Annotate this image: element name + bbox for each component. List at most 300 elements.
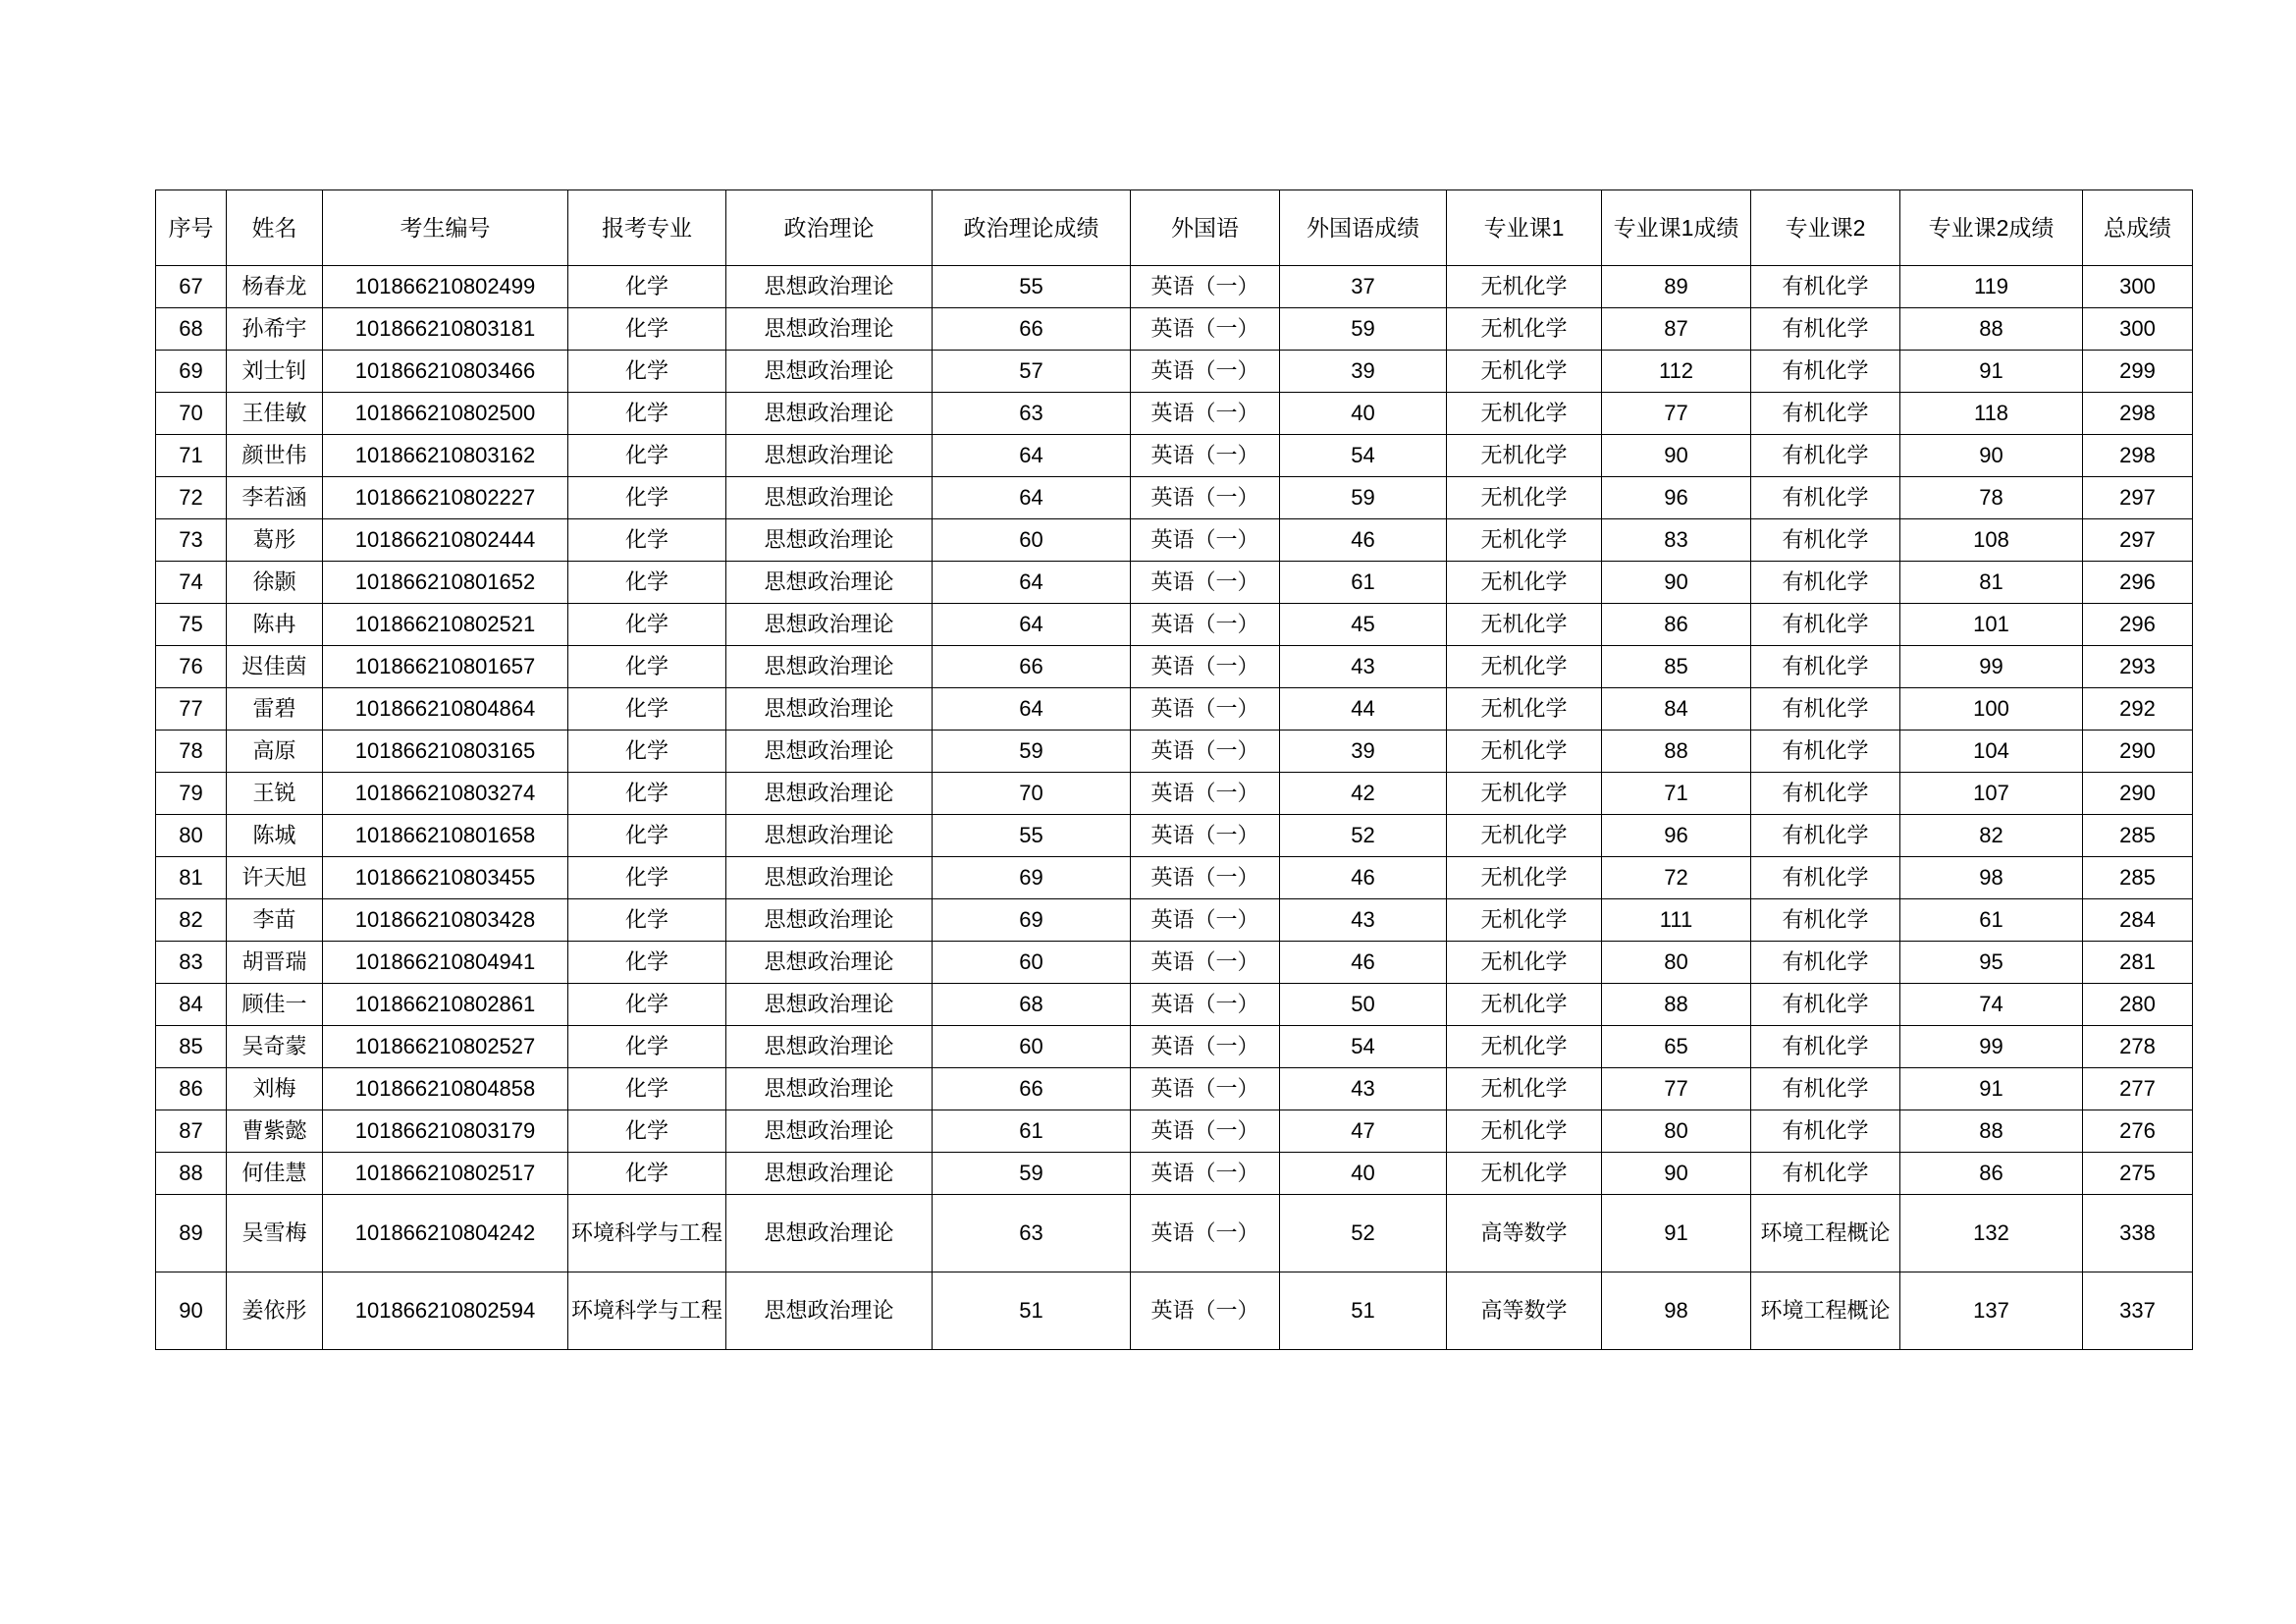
cell-name: 雷碧 [227,688,323,731]
cell-politics-subject: 思想政治理论 [726,1068,933,1110]
cell-politics-subject: 思想政治理论 [726,393,933,435]
cell-politics-score: 66 [933,646,1131,688]
cell-exam-number: 101866210802500 [323,393,568,435]
cell-total-score: 278 [2083,1026,2193,1068]
cell-index: 73 [156,519,227,562]
cell-major-course-2-score: 118 [1900,393,2083,435]
table-row [156,1195,2193,1272]
cell-name: 曹紫懿 [227,1110,323,1153]
cell-politics-score: 63 [933,1195,1131,1272]
cell-major-course-2-score: 100 [1900,688,2083,731]
table-row [156,435,2193,477]
cell-index: 71 [156,435,227,477]
cell-applied-major: 化学 [568,351,726,393]
column-header-major-course-1-score: 专业课1成绩 [1602,190,1751,266]
cell-major-course-2: 有机化学 [1751,899,1900,942]
cell-exam-number: 101866210802527 [323,1026,568,1068]
column-header-major-course-2: 专业课2 [1751,190,1900,266]
cell-total-score: 337 [2083,1272,2193,1350]
cell-total-score: 297 [2083,519,2193,562]
table-row [156,1068,2193,1110]
cell-exam-number: 101866210802444 [323,519,568,562]
table-body [156,266,2193,1350]
cell-major-course-1: 无机化学 [1447,562,1602,604]
cell-major-course-1: 无机化学 [1447,519,1602,562]
cell-politics-subject: 思想政治理论 [726,773,933,815]
table-row [156,266,2193,308]
cell-foreign-language: 英语（一） [1131,899,1280,942]
cell-major-course-1: 无机化学 [1447,1110,1602,1153]
cell-politics-score: 70 [933,773,1131,815]
cell-major-course-1-score: 90 [1602,562,1751,604]
cell-total-score: 280 [2083,984,2193,1026]
table-row [156,308,2193,351]
cell-major-course-2: 有机化学 [1751,688,1900,731]
cell-total-score: 290 [2083,773,2193,815]
table-row [156,1026,2193,1068]
cell-major-course-1-score: 96 [1602,477,1751,519]
cell-politics-subject: 思想政治理论 [726,1026,933,1068]
cell-politics-score: 60 [933,1026,1131,1068]
cell-foreign-language: 英语（一） [1131,815,1280,857]
cell-name: 胡晋瑞 [227,942,323,984]
cell-major-course-1-score: 90 [1602,1153,1751,1195]
cell-major-course-1: 无机化学 [1447,351,1602,393]
cell-major-course-1: 无机化学 [1447,266,1602,308]
cell-applied-major: 化学 [568,562,726,604]
table-row [156,1272,2193,1350]
cell-major-course-2: 有机化学 [1751,942,1900,984]
cell-major-course-1: 无机化学 [1447,435,1602,477]
cell-total-score: 285 [2083,815,2193,857]
cell-name: 许天旭 [227,857,323,899]
column-header-name: 姓名 [227,190,323,266]
cell-major-course-1: 无机化学 [1447,393,1602,435]
cell-politics-score: 51 [933,1272,1131,1350]
cell-name: 徐颢 [227,562,323,604]
cell-politics-subject: 思想政治理论 [726,942,933,984]
cell-major-course-2: 有机化学 [1751,308,1900,351]
cell-name: 陈冉 [227,604,323,646]
cell-total-score: 290 [2083,731,2193,773]
cell-exam-number: 101866210803466 [323,351,568,393]
cell-politics-score: 69 [933,857,1131,899]
cell-total-score: 300 [2083,266,2193,308]
cell-exam-number: 101866210804941 [323,942,568,984]
cell-major-course-1-score: 98 [1602,1272,1751,1350]
cell-exam-number: 101866210803165 [323,731,568,773]
cell-foreign-language-score: 54 [1280,1026,1447,1068]
cell-major-course-1: 无机化学 [1447,646,1602,688]
cell-politics-score: 55 [933,266,1131,308]
cell-applied-major: 环境科学与工程 [568,1272,726,1350]
cell-politics-subject: 思想政治理论 [726,604,933,646]
cell-major-course-1-score: 87 [1602,308,1751,351]
cell-index: 72 [156,477,227,519]
cell-politics-subject: 思想政治理论 [726,646,933,688]
admission-score-table [155,189,2193,1350]
cell-major-course-1-score: 89 [1602,266,1751,308]
cell-major-course-2-score: 91 [1900,1068,2083,1110]
cell-total-score: 298 [2083,435,2193,477]
cell-exam-number: 101866210804242 [323,1195,568,1272]
cell-politics-subject: 思想政治理论 [726,1110,933,1153]
cell-politics-subject: 思想政治理论 [726,815,933,857]
cell-politics-score: 61 [933,1110,1131,1153]
cell-applied-major: 化学 [568,1153,726,1195]
cell-major-course-1: 无机化学 [1447,984,1602,1026]
cell-major-course-2: 有机化学 [1751,646,1900,688]
column-header-total-score: 总成绩 [2083,190,2193,266]
cell-foreign-language-score: 42 [1280,773,1447,815]
cell-foreign-language-score: 40 [1280,393,1447,435]
cell-politics-score: 59 [933,731,1131,773]
cell-major-course-2: 环境工程概论 [1751,1272,1900,1350]
cell-name: 葛彤 [227,519,323,562]
cell-exam-number: 101866210803181 [323,308,568,351]
cell-major-course-1: 无机化学 [1447,688,1602,731]
table-row [156,351,2193,393]
cell-applied-major: 化学 [568,857,726,899]
cell-applied-major: 化学 [568,519,726,562]
cell-major-course-1: 无机化学 [1447,942,1602,984]
cell-major-course-1-score: 83 [1602,519,1751,562]
cell-major-course-1: 无机化学 [1447,857,1602,899]
cell-applied-major: 化学 [568,899,726,942]
cell-politics-score: 64 [933,604,1131,646]
cell-total-score: 338 [2083,1195,2193,1272]
cell-major-course-2: 有机化学 [1751,815,1900,857]
cell-foreign-language: 英语（一） [1131,477,1280,519]
cell-major-course-1-score: 85 [1602,646,1751,688]
cell-index: 88 [156,1153,227,1195]
cell-index: 67 [156,266,227,308]
cell-major-course-1-score: 77 [1602,393,1751,435]
cell-index: 76 [156,646,227,688]
cell-politics-subject: 思想政治理论 [726,731,933,773]
cell-politics-score: 57 [933,351,1131,393]
cell-foreign-language: 英语（一） [1131,1026,1280,1068]
cell-major-course-1-score: 88 [1602,731,1751,773]
cell-major-course-2-score: 119 [1900,266,2083,308]
cell-exam-number: 101866210801652 [323,562,568,604]
cell-foreign-language: 英语（一） [1131,393,1280,435]
cell-major-course-1: 无机化学 [1447,731,1602,773]
cell-name: 吴奇蒙 [227,1026,323,1068]
cell-exam-number: 101866210801657 [323,646,568,688]
cell-major-course-2: 有机化学 [1751,266,1900,308]
cell-politics-score: 63 [933,393,1131,435]
cell-major-course-2: 有机化学 [1751,477,1900,519]
cell-politics-subject: 思想政治理论 [726,477,933,519]
cell-major-course-2-score: 99 [1900,1026,2083,1068]
cell-major-course-2-score: 104 [1900,731,2083,773]
cell-foreign-language-score: 52 [1280,815,1447,857]
cell-index: 80 [156,815,227,857]
cell-applied-major: 化学 [568,477,726,519]
table-row [156,477,2193,519]
cell-foreign-language: 英语（一） [1131,1272,1280,1350]
cell-foreign-language-score: 59 [1280,477,1447,519]
cell-major-course-1: 无机化学 [1447,899,1602,942]
cell-foreign-language-score: 46 [1280,519,1447,562]
cell-major-course-2: 有机化学 [1751,731,1900,773]
cell-major-course-1: 无机化学 [1447,1026,1602,1068]
column-header-major-course-1: 专业课1 [1447,190,1602,266]
cell-major-course-1-score: 88 [1602,984,1751,1026]
cell-politics-subject: 思想政治理论 [726,857,933,899]
cell-total-score: 300 [2083,308,2193,351]
cell-applied-major: 化学 [568,393,726,435]
cell-index: 87 [156,1110,227,1153]
cell-total-score: 275 [2083,1153,2193,1195]
cell-foreign-language-score: 37 [1280,266,1447,308]
cell-index: 70 [156,393,227,435]
cell-foreign-language: 英语（一） [1131,604,1280,646]
cell-major-course-1: 无机化学 [1447,308,1602,351]
cell-foreign-language-score: 39 [1280,731,1447,773]
table-header [156,190,2193,266]
cell-major-course-2-score: 61 [1900,899,2083,942]
cell-foreign-language: 英语（一） [1131,942,1280,984]
cell-exam-number: 101866210804864 [323,688,568,731]
cell-total-score: 281 [2083,942,2193,984]
cell-total-score: 292 [2083,688,2193,731]
table-row [156,519,2193,562]
cell-name: 何佳慧 [227,1153,323,1195]
cell-major-course-1: 无机化学 [1447,1153,1602,1195]
cell-total-score: 296 [2083,562,2193,604]
cell-index: 85 [156,1026,227,1068]
cell-exam-number: 101866210803455 [323,857,568,899]
cell-major-course-1-score: 80 [1602,942,1751,984]
cell-politics-score: 60 [933,519,1131,562]
table-row [156,604,2193,646]
cell-foreign-language: 英语（一） [1131,519,1280,562]
cell-politics-subject: 思想政治理论 [726,1272,933,1350]
cell-politics-score: 59 [933,1153,1131,1195]
cell-name: 高原 [227,731,323,773]
cell-politics-subject: 思想政治理论 [726,308,933,351]
cell-politics-subject: 思想政治理论 [726,435,933,477]
cell-major-course-2-score: 132 [1900,1195,2083,1272]
cell-total-score: 299 [2083,351,2193,393]
cell-exam-number: 101866210802227 [323,477,568,519]
cell-major-course-2: 环境工程概论 [1751,1195,1900,1272]
cell-politics-subject: 思想政治理论 [726,1195,933,1272]
cell-foreign-language: 英语（一） [1131,773,1280,815]
cell-politics-score: 68 [933,984,1131,1026]
cell-major-course-2-score: 101 [1900,604,2083,646]
cell-major-course-2-score: 107 [1900,773,2083,815]
cell-major-course-2-score: 99 [1900,646,2083,688]
cell-politics-score: 64 [933,688,1131,731]
score-table-container [155,189,2193,1350]
cell-exam-number: 101866210802517 [323,1153,568,1195]
cell-foreign-language-score: 43 [1280,899,1447,942]
cell-major-course-1-score: 71 [1602,773,1751,815]
cell-exam-number: 101866210804858 [323,1068,568,1110]
cell-major-course-2-score: 137 [1900,1272,2083,1350]
cell-total-score: 284 [2083,899,2193,942]
cell-applied-major: 化学 [568,942,726,984]
cell-foreign-language: 英语（一） [1131,562,1280,604]
cell-applied-major: 化学 [568,688,726,731]
table-row [156,731,2193,773]
cell-foreign-language-score: 39 [1280,351,1447,393]
cell-applied-major: 化学 [568,646,726,688]
cell-politics-score: 64 [933,477,1131,519]
cell-major-course-2: 有机化学 [1751,435,1900,477]
cell-index: 69 [156,351,227,393]
cell-name: 颜世伟 [227,435,323,477]
cell-name: 王佳敏 [227,393,323,435]
cell-exam-number: 101866210803274 [323,773,568,815]
cell-politics-score: 64 [933,435,1131,477]
cell-politics-subject: 思想政治理论 [726,562,933,604]
cell-index: 84 [156,984,227,1026]
cell-index: 90 [156,1272,227,1350]
cell-index: 81 [156,857,227,899]
column-header-exam-number: 考生编号 [323,190,568,266]
cell-major-course-1-score: 80 [1602,1110,1751,1153]
cell-major-course-2-score: 81 [1900,562,2083,604]
cell-foreign-language-score: 47 [1280,1110,1447,1153]
cell-foreign-language-score: 46 [1280,942,1447,984]
table-row [156,899,2193,942]
cell-index: 68 [156,308,227,351]
cell-politics-subject: 思想政治理论 [726,688,933,731]
cell-name: 刘梅 [227,1068,323,1110]
cell-major-course-2-score: 88 [1900,1110,2083,1153]
column-header-foreign-language-score: 外国语成绩 [1280,190,1447,266]
cell-major-course-1-score: 86 [1602,604,1751,646]
cell-foreign-language: 英语（一） [1131,731,1280,773]
cell-foreign-language-score: 45 [1280,604,1447,646]
cell-exam-number: 101866210801658 [323,815,568,857]
cell-major-course-1: 无机化学 [1447,604,1602,646]
cell-total-score: 285 [2083,857,2193,899]
table-row [156,984,2193,1026]
cell-major-course-1: 高等数学 [1447,1195,1602,1272]
cell-foreign-language-score: 44 [1280,688,1447,731]
cell-foreign-language: 英语（一） [1131,646,1280,688]
column-header-foreign-language: 外国语 [1131,190,1280,266]
cell-major-course-2: 有机化学 [1751,604,1900,646]
cell-index: 75 [156,604,227,646]
cell-major-course-2-score: 82 [1900,815,2083,857]
cell-foreign-language: 英语（一） [1131,435,1280,477]
cell-politics-score: 66 [933,308,1131,351]
cell-major-course-1-score: 96 [1602,815,1751,857]
cell-politics-score: 64 [933,562,1131,604]
cell-major-course-1: 无机化学 [1447,815,1602,857]
cell-name: 孙希宇 [227,308,323,351]
cell-major-course-1: 无机化学 [1447,1068,1602,1110]
cell-name: 李若涵 [227,477,323,519]
cell-politics-subject: 思想政治理论 [726,899,933,942]
cell-major-course-2-score: 95 [1900,942,2083,984]
cell-applied-major: 化学 [568,731,726,773]
cell-exam-number: 101866210802499 [323,266,568,308]
column-header-applied-major: 报考专业 [568,190,726,266]
cell-foreign-language-score: 43 [1280,1068,1447,1110]
cell-total-score: 277 [2083,1068,2193,1110]
cell-index: 79 [156,773,227,815]
cell-foreign-language: 英语（一） [1131,1153,1280,1195]
cell-major-course-2: 有机化学 [1751,857,1900,899]
cell-total-score: 293 [2083,646,2193,688]
cell-exam-number: 101866210803179 [323,1110,568,1153]
cell-applied-major: 化学 [568,308,726,351]
cell-major-course-2-score: 98 [1900,857,2083,899]
cell-index: 89 [156,1195,227,1272]
cell-foreign-language-score: 51 [1280,1272,1447,1350]
cell-major-course-2: 有机化学 [1751,773,1900,815]
cell-total-score: 296 [2083,604,2193,646]
cell-total-score: 297 [2083,477,2193,519]
column-header-politics-subject: 政治理论 [726,190,933,266]
table-row [156,1153,2193,1195]
cell-foreign-language: 英语（一） [1131,266,1280,308]
cell-major-course-1: 无机化学 [1447,773,1602,815]
cell-politics-subject: 思想政治理论 [726,984,933,1026]
cell-major-course-2-score: 88 [1900,308,2083,351]
table-row [156,562,2193,604]
cell-applied-major: 化学 [568,984,726,1026]
table-row [156,942,2193,984]
cell-politics-score: 69 [933,899,1131,942]
table-header-row [156,190,2193,266]
cell-exam-number: 101866210803428 [323,899,568,942]
cell-applied-major: 化学 [568,266,726,308]
cell-applied-major: 化学 [568,773,726,815]
column-header-major-course-2-score: 专业课2成绩 [1900,190,2083,266]
cell-foreign-language-score: 61 [1280,562,1447,604]
cell-politics-subject: 思想政治理论 [726,266,933,308]
cell-foreign-language-score: 54 [1280,435,1447,477]
cell-index: 83 [156,942,227,984]
cell-foreign-language-score: 40 [1280,1153,1447,1195]
cell-applied-major: 化学 [568,1110,726,1153]
cell-politics-subject: 思想政治理论 [726,519,933,562]
cell-major-course-2: 有机化学 [1751,519,1900,562]
column-header-index: 序号 [156,190,227,266]
cell-applied-major: 化学 [568,1068,726,1110]
cell-major-course-2: 有机化学 [1751,351,1900,393]
cell-major-course-1: 高等数学 [1447,1272,1602,1350]
cell-politics-score: 60 [933,942,1131,984]
cell-major-course-2-score: 78 [1900,477,2083,519]
cell-foreign-language: 英语（一） [1131,308,1280,351]
cell-major-course-2: 有机化学 [1751,1110,1900,1153]
table-row [156,1110,2193,1153]
cell-name: 顾佳一 [227,984,323,1026]
cell-major-course-2-score: 74 [1900,984,2083,1026]
cell-exam-number: 101866210803162 [323,435,568,477]
cell-foreign-language-score: 59 [1280,308,1447,351]
table-row [156,646,2193,688]
cell-applied-major: 化学 [568,604,726,646]
cell-politics-score: 55 [933,815,1131,857]
cell-applied-major: 环境科学与工程 [568,1195,726,1272]
cell-foreign-language-score: 43 [1280,646,1447,688]
cell-foreign-language: 英语（一） [1131,857,1280,899]
cell-foreign-language: 英语（一） [1131,351,1280,393]
cell-major-course-2: 有机化学 [1751,1153,1900,1195]
cell-major-course-1-score: 84 [1602,688,1751,731]
cell-applied-major: 化学 [568,1026,726,1068]
